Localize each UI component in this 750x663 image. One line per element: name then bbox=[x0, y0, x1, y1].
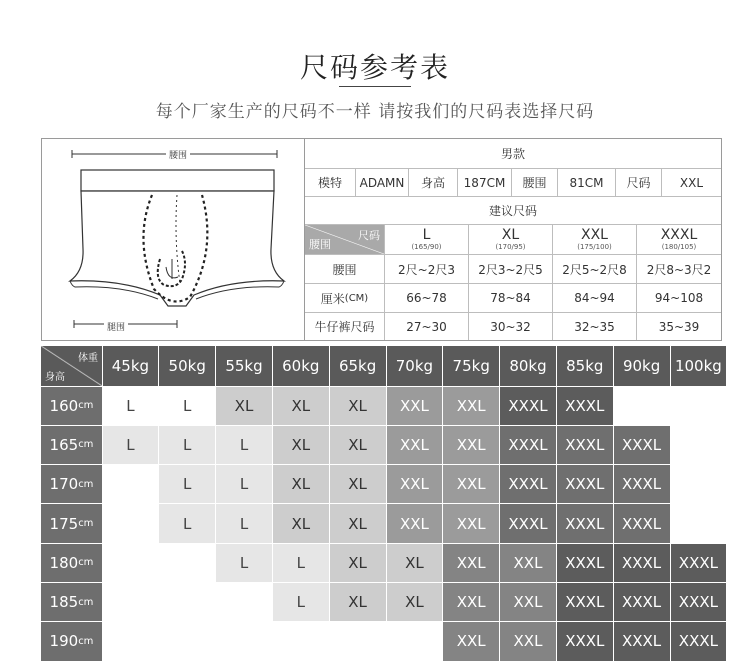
size-label: 尺码 bbox=[616, 169, 662, 196]
size-cell bbox=[159, 583, 216, 622]
row-label: 牛仔裤尺码 bbox=[305, 313, 385, 340]
size-cell: XXXL bbox=[556, 583, 613, 622]
size-cell: XXXL bbox=[670, 583, 727, 622]
mens-heading: 男款 bbox=[500, 147, 525, 161]
size-header-row bbox=[305, 225, 721, 255]
size-cell: XXXL bbox=[613, 622, 670, 661]
grid-line bbox=[41, 543, 727, 544]
table-cell: 84~94 bbox=[553, 284, 637, 312]
page-title: 尺码参考表 bbox=[299, 51, 450, 84]
height-row-label: 160 cm bbox=[41, 386, 102, 425]
size-cell bbox=[216, 622, 273, 661]
size-cell bbox=[102, 465, 159, 504]
size-cell: L bbox=[216, 425, 273, 464]
size-cell: L bbox=[102, 386, 159, 425]
size-cell: XXL bbox=[443, 622, 500, 661]
grid-line bbox=[41, 503, 727, 504]
table-cell: 30~32 bbox=[469, 313, 553, 340]
size-cell: XL bbox=[272, 386, 329, 425]
weight-header-65kg: 65kg bbox=[329, 346, 386, 386]
size-cell bbox=[670, 504, 727, 543]
size-cell: XXL bbox=[443, 465, 500, 504]
recommended-size-label: 建议尺码 bbox=[488, 204, 537, 218]
table-cell: 32~35 bbox=[553, 313, 637, 340]
size-cell: XL bbox=[386, 543, 443, 582]
size-corner-cell: 尺码 腰围 bbox=[305, 225, 385, 254]
size-cell: XXXL bbox=[556, 465, 613, 504]
model-label: 模特 bbox=[305, 169, 356, 196]
size-cell bbox=[159, 543, 216, 582]
briefs-illustration bbox=[42, 139, 304, 340]
waist-measure-label: 腰围 bbox=[166, 148, 190, 161]
size-cell: XL bbox=[272, 425, 329, 464]
height-row-label: 175 cm bbox=[41, 504, 102, 543]
size-cell: XXXL bbox=[556, 386, 613, 425]
size-cell: L bbox=[159, 425, 216, 464]
weight-header-60kg: 60kg bbox=[272, 346, 329, 386]
size-cell: XXXL bbox=[500, 386, 557, 425]
size-cell: XXXL bbox=[613, 543, 670, 582]
size-cell: XXL bbox=[443, 543, 500, 582]
size-cell: L bbox=[159, 386, 216, 425]
size-cell bbox=[670, 465, 727, 504]
size-cell: XXXL bbox=[613, 504, 670, 543]
table-cell: 94~108 bbox=[654, 291, 704, 305]
table-cell: 2尺~2尺3 bbox=[385, 255, 469, 283]
size-value: XXL bbox=[679, 175, 704, 190]
size-cell bbox=[102, 622, 159, 661]
size-cell bbox=[102, 583, 159, 622]
weight-header-80kg: 80kg bbox=[500, 346, 557, 386]
size-cell bbox=[216, 583, 273, 622]
size-cell: XXXL bbox=[500, 425, 557, 464]
size-cell: XL bbox=[216, 386, 273, 425]
size-col-xxl: XXL (175/100) bbox=[553, 225, 637, 254]
row-label: 厘米 (CM) bbox=[305, 284, 385, 312]
briefs-diagram bbox=[42, 139, 305, 340]
size-cell: XXL bbox=[500, 583, 557, 622]
grid-line bbox=[41, 425, 727, 426]
size-cell: XXL bbox=[386, 425, 443, 464]
table-cell: 2尺3~2尺5 bbox=[469, 255, 553, 283]
waist-row bbox=[305, 255, 721, 284]
size-cell: L bbox=[272, 543, 329, 582]
model-name: ADAMN bbox=[356, 169, 409, 196]
jeans-row bbox=[305, 313, 721, 340]
grid-line bbox=[41, 661, 727, 662]
weight-header-70kg: 70kg bbox=[386, 346, 443, 386]
weight-header-50kg: 50kg bbox=[159, 346, 216, 386]
table-cell: 2尺8~3尺2 bbox=[646, 262, 712, 277]
size-cell bbox=[670, 386, 727, 425]
model-size-table bbox=[305, 139, 721, 340]
size-cell: XXL bbox=[386, 504, 443, 543]
table-cell: 66~78 bbox=[385, 284, 469, 312]
height-row-label: 170 cm bbox=[41, 465, 102, 504]
cm-row bbox=[305, 284, 721, 313]
size-cell bbox=[102, 543, 159, 582]
size-cell: XL bbox=[329, 504, 386, 543]
height-value: 187CM bbox=[458, 169, 512, 196]
size-cell: L bbox=[216, 543, 273, 582]
size-cell: XXXL bbox=[556, 425, 613, 464]
size-cell: XXL bbox=[500, 543, 557, 582]
height-label: 身高 bbox=[409, 169, 458, 196]
size-cell: XXL bbox=[386, 386, 443, 425]
size-cell: XXL bbox=[443, 583, 500, 622]
size-col-l: L (165/90) bbox=[385, 225, 469, 254]
weight-header-55kg: 55kg bbox=[216, 346, 273, 386]
size-cell: XXL bbox=[500, 622, 557, 661]
weight-header-85kg: 85kg bbox=[556, 346, 613, 386]
table-cell: 27~30 bbox=[385, 313, 469, 340]
waist-value: 81CM bbox=[558, 169, 616, 196]
size-cell bbox=[386, 622, 443, 661]
size-cell: XXXL bbox=[500, 465, 557, 504]
waist-label: 腰围 bbox=[512, 169, 558, 196]
size-cell bbox=[159, 622, 216, 661]
size-cell: XL bbox=[272, 465, 329, 504]
height-row-label: 165 cm bbox=[41, 425, 102, 464]
height-row-label: 190 cm bbox=[41, 622, 102, 661]
size-cell: XL bbox=[272, 504, 329, 543]
size-cell: XXL bbox=[443, 504, 500, 543]
size-cell: XXXL bbox=[556, 622, 613, 661]
weight-header-90kg: 90kg bbox=[613, 346, 670, 386]
size-cell: XXXL bbox=[670, 622, 727, 661]
size-col-xxxl: XXXL (180/105) bbox=[660, 227, 698, 251]
size-cell bbox=[329, 622, 386, 661]
size-cell: XL bbox=[329, 543, 386, 582]
table-cell: 78~84 bbox=[469, 284, 553, 312]
height-row-label: 180 cm bbox=[41, 543, 102, 582]
grid-line bbox=[41, 621, 727, 622]
size-cell: XXXL bbox=[556, 543, 613, 582]
grid-line bbox=[41, 464, 727, 465]
weight-header-100kg: 100kg bbox=[670, 346, 727, 386]
table-cell: 35~39 bbox=[658, 319, 700, 334]
size-cell: XXL bbox=[443, 425, 500, 464]
weight-header-75kg: 75kg bbox=[443, 346, 500, 386]
size-cell: XXL bbox=[386, 465, 443, 504]
size-cell: XL bbox=[329, 386, 386, 425]
size-cell: L bbox=[216, 504, 273, 543]
size-cell: XXL bbox=[443, 386, 500, 425]
size-cell: XXXL bbox=[613, 465, 670, 504]
grid-line bbox=[41, 386, 727, 387]
size-cell: XL bbox=[329, 465, 386, 504]
size-cell: L bbox=[216, 465, 273, 504]
size-cell: XXXL bbox=[500, 504, 557, 543]
size-cell bbox=[670, 425, 727, 464]
size-cell: XL bbox=[329, 583, 386, 622]
row-label: 腰围 bbox=[305, 255, 385, 283]
size-cell bbox=[102, 504, 159, 543]
size-cell: XXXL bbox=[670, 543, 727, 582]
weight-height-corner-cell: 体重 身高 bbox=[41, 346, 102, 386]
table-cell: 2尺5~2尺8 bbox=[553, 255, 637, 283]
size-cell: XL bbox=[386, 583, 443, 622]
size-col-xl: XL (170/95) bbox=[469, 225, 553, 254]
title-underline bbox=[339, 86, 411, 87]
weight-height-size-grid bbox=[41, 346, 722, 661]
size-cell: L bbox=[159, 465, 216, 504]
size-cell: XL bbox=[329, 425, 386, 464]
page-subtitle: 每个厂家生产的尺码不一样 请按我们的尺码表选择尺码 bbox=[155, 102, 595, 122]
leg-measure-label: 腿围 bbox=[104, 320, 128, 333]
size-cell: L bbox=[159, 504, 216, 543]
size-cell: XXXL bbox=[613, 425, 670, 464]
size-cell: L bbox=[102, 425, 159, 464]
weight-header-45kg: 45kg bbox=[102, 346, 159, 386]
size-cell bbox=[613, 386, 670, 425]
size-cell: XXXL bbox=[613, 583, 670, 622]
size-cell bbox=[272, 622, 329, 661]
size-reference-panel bbox=[41, 138, 722, 341]
size-cell: XXXL bbox=[556, 504, 613, 543]
height-row-label: 185 cm bbox=[41, 583, 102, 622]
grid-line bbox=[41, 582, 727, 583]
size-cell: L bbox=[272, 583, 329, 622]
